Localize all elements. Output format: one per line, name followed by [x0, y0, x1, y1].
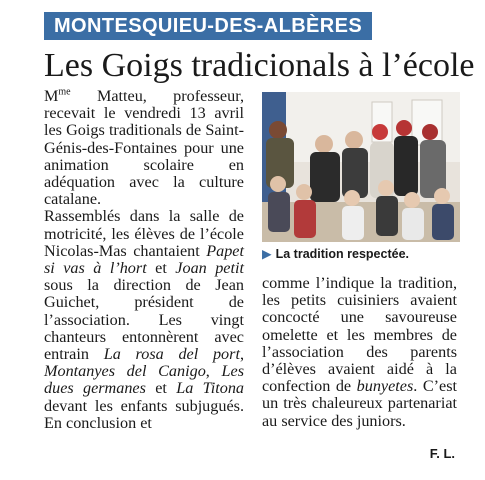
caption-text: La tradition respectée.: [275, 247, 409, 261]
text-fragment: Rassemblés dans la salle de motricité, les élèves de l’école Nicolas-Mas chantaient: [44, 207, 244, 260]
text-fragment: et: [146, 259, 176, 278]
paragraph-2: [44, 208, 244, 432]
caption-marker-icon: ▶: [262, 247, 272, 261]
superscript: me: [58, 86, 71, 98]
text-fragment: comme l’indique la tradition, les petits cuisiniers avaient concocté une savoureuse omelette et les membres de l’association des parents d’élèves avaient aidé à la confection de: [262, 274, 457, 396]
article-column-1: [44, 88, 244, 432]
text-fragment: . C’est un très chaleureux partenariat au service des juniors.: [262, 377, 457, 430]
article-headline: Les Goigs tradicionals à l’école: [44, 47, 475, 84]
text-fragment: ,: [239, 345, 244, 364]
song-title: La Titona: [176, 379, 245, 398]
text-fragment: M: [44, 87, 59, 105]
section-kicker: MONTESQUIEU-DES-ALBÈRES: [44, 12, 372, 40]
text-fragment: sous la direction de Jean Guichet, président de l’association. Les vingt chanteurs entonnèrent avec entrain: [44, 276, 244, 364]
song-title: Les dues germanes: [44, 362, 244, 398]
article-photo: [262, 92, 460, 242]
paragraph-3: [262, 275, 457, 430]
dish-name: bunyetes: [356, 377, 414, 396]
article-column-2: [262, 275, 457, 430]
paragraph-1: [44, 88, 244, 208]
text-fragment: Matteu, professeur, recevait le vendredi 13 avril les Goigs traditionals de Saint-Génis-des-Fontaines pour une animation scolaire en adéquation avec la culture catalane.: [44, 87, 244, 209]
song-title: La rosa del port: [103, 345, 240, 364]
text-fragment: devant les enfants subjugués. En conclusion et: [44, 396, 244, 432]
photo-caption: [262, 246, 409, 261]
song-title: Papet si vas à l’hort: [44, 241, 244, 278]
author-signature: F. L.: [429, 446, 455, 461]
text-fragment: ,: [205, 362, 222, 381]
text-fragment: et: [145, 379, 177, 398]
song-title: Montanyes del Canigo: [44, 362, 206, 381]
song-title: Joan petit: [175, 259, 244, 278]
